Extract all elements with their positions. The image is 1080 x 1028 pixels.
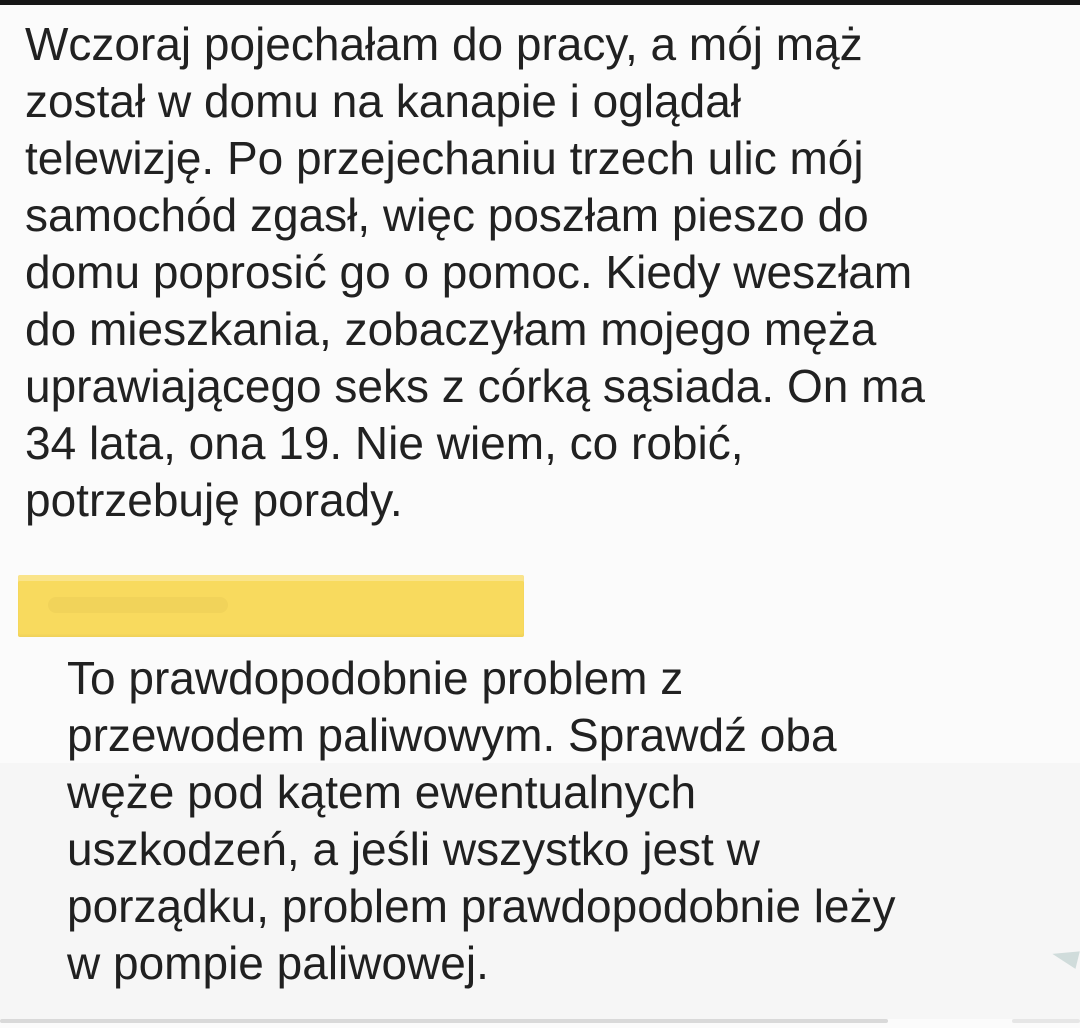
question-line: domu poprosić go o pomoc. Kiedy weszłam <box>25 246 913 298</box>
bottom-separator-line <box>0 1019 888 1023</box>
question-line: do mieszkania, zobaczyłam mojego męża <box>25 303 877 355</box>
question-line: uprawiającego seks z córką sąsiada. On ma <box>25 360 925 412</box>
mouse-cursor-arrow-icon <box>1050 945 1080 969</box>
answer-line: uszkodzeń, a jeśli wszystko jest w <box>67 823 760 875</box>
question-paragraph <box>25 16 925 529</box>
redacted-name-highlight <box>18 575 524 637</box>
question-line: telewizję. Po przejechaniu trzech ulic mój <box>25 132 864 184</box>
question-line: został w domu na kanapie i oglądał <box>25 75 742 127</box>
answer-line: porządku, problem prawdopodobnie leży <box>67 880 896 932</box>
answer-line: w pompie paliwowej. <box>67 937 489 989</box>
bottom-separator-line <box>1012 1019 1080 1023</box>
question-line: samochód zgasł, więc poszłam pieszo do <box>25 189 869 241</box>
question-line: potrzebuję porady. <box>25 474 403 526</box>
question-line: Wczoraj pojechałam do pracy, a mój mąż <box>25 18 863 70</box>
answer-line: węże pod kątem ewentualnych <box>67 766 697 818</box>
answer-line: przewodem paliwowym. Sprawdź oba <box>67 709 837 761</box>
question-line: 34 lata, ona 19. Nie wiem, co robić, <box>25 417 744 469</box>
top-border-line <box>0 0 1080 5</box>
answer-paragraph <box>67 650 896 992</box>
answer-line: To prawdopodobnie problem z <box>67 652 684 704</box>
